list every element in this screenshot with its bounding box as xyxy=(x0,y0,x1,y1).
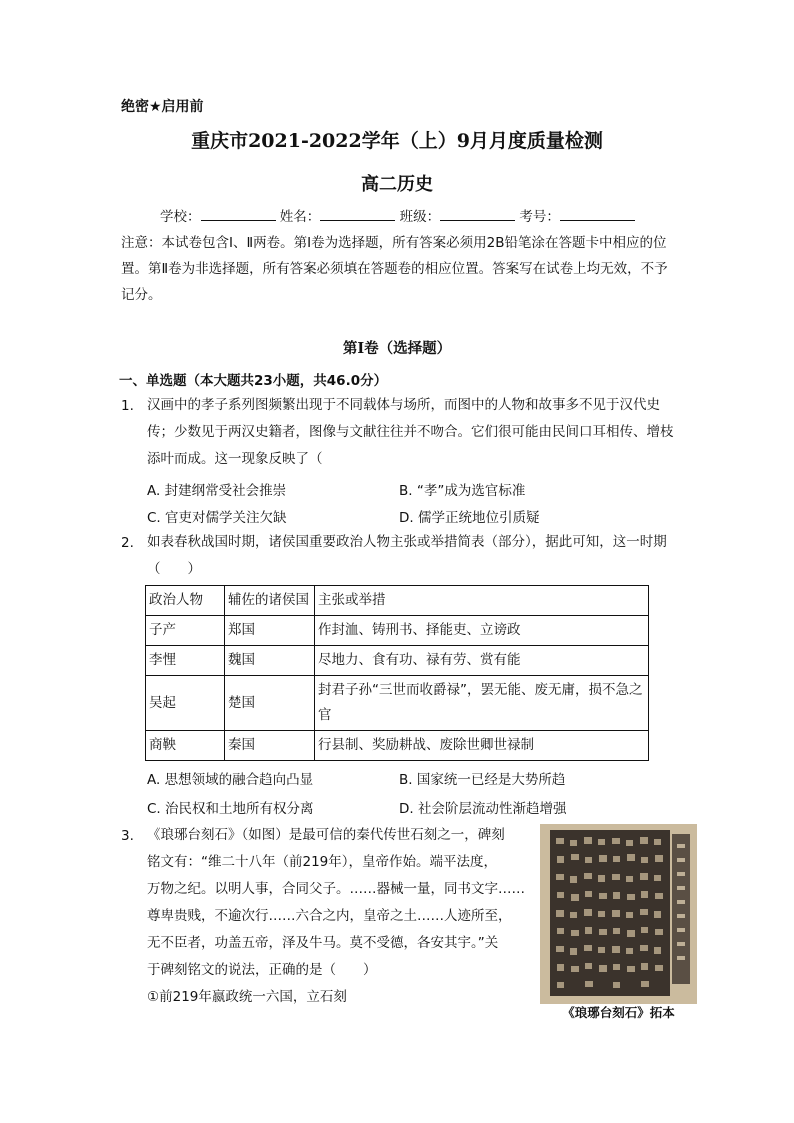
table-cell: 吴起 xyxy=(146,676,225,731)
question-2-option-d[interactable]: D. 社会阶层流动性渐趋增强 xyxy=(399,801,567,817)
question-2-option-b[interactable]: B. 国家统一已经是大势所趋 xyxy=(399,772,566,788)
question-2-option-a[interactable]: A. 思想领域的融合趋向凸显 xyxy=(147,772,314,788)
table-cell: 行县制、奖励耕战、废除世卿世禄制 xyxy=(315,731,649,761)
politicians-table xyxy=(145,585,649,761)
question-3-line: 于碑刻铭文的说法，正确的是（ ） xyxy=(147,962,377,978)
table-header-cell: 主张或举措 xyxy=(315,586,649,616)
table-row xyxy=(146,676,649,731)
name-blank[interactable] xyxy=(320,207,395,221)
question-3-line: 《琅琊台刻石》（如图）是最可信的秦代传世石刻之一，碑刻 xyxy=(147,827,505,843)
question-1-number: 1. xyxy=(121,398,134,414)
langya-stone-rubbing-image xyxy=(540,824,697,1004)
question-1-text: 汉画中的孝子系列图频繁出现于不同载体与场所，而图中的人物和故事多不见于汉代史传；少数见于两汉史籍者，图像与文献往往并不吻合。它们很可能由民间口耳相传、增枝添叶而成。这一现象反映了（ xyxy=(147,397,674,467)
question-3-text xyxy=(147,822,532,1011)
table-header-row xyxy=(146,586,649,616)
question-2-text: 如表春秋战国时期，诸侯国重要政治人物主张或举措简表（部分），据此可知，这一时期（ ） xyxy=(147,534,667,577)
table-cell: 封君子孙“三世而收爵禄”，罢无能、废无庸，损不急之官 xyxy=(315,676,649,731)
question-3-line: 铭文有：“维二十八年（前219年），皇帝作始。端平法度， xyxy=(147,854,498,870)
question-1-option-d[interactable]: D. 儒学正统地位引质疑 xyxy=(399,510,540,526)
exam-number-label: 考号： xyxy=(519,209,560,225)
exam-subject: 高二历史 xyxy=(361,174,433,195)
table-cell: 作封洫、铸刑书、择能吏、立谤政 xyxy=(315,616,649,646)
table-header-cell: 政治人物 xyxy=(146,586,225,616)
table-cell: 郑国 xyxy=(225,616,315,646)
table-cell: 楚国 xyxy=(225,676,315,731)
question-1-option-c[interactable]: C. 官吏对儒学关注欠缺 xyxy=(147,510,287,526)
class-blank[interactable] xyxy=(440,207,515,221)
school-blank[interactable] xyxy=(201,207,276,221)
exam-title: 重庆市2021-2022学年（上）9月月度质量检测 xyxy=(191,130,603,152)
question-3-line: 万物之纪。以明人事，合同父子。……器械一量，同书文字…… xyxy=(147,881,525,897)
part-one-heading: 第Ⅰ卷（选择题） xyxy=(342,340,452,357)
name-label: 姓名： xyxy=(279,209,321,225)
question-2-number: 2. xyxy=(121,535,134,551)
question-1-option-b[interactable]: B. “孝”成为选官标准 xyxy=(399,483,526,499)
question-3-line: 无不臣者，功盖五帝，泽及牛马。莫不受德，各安其宇。”关 xyxy=(147,935,499,951)
confidential-label: 绝密★启用前 xyxy=(121,99,204,115)
image-caption: 《琅琊台刻石》拓本 xyxy=(562,1005,675,1020)
table-cell: 魏国 xyxy=(225,646,315,676)
question-2-option-c[interactable]: C. 治民权和土地所有权分离 xyxy=(147,801,314,817)
student-info-line xyxy=(160,205,635,225)
exam-number-blank[interactable] xyxy=(560,207,635,221)
table-cell: 子产 xyxy=(146,616,225,646)
section-one-heading: 一、单选题（本大题共23小题，共46.0分） xyxy=(119,373,388,389)
table-cell: 秦国 xyxy=(225,731,315,761)
table-header-cell: 辅佐的诸侯国 xyxy=(225,586,315,616)
table-row xyxy=(146,731,649,761)
question-3-line: ①前219年嬴政统一六国，立石刻 xyxy=(147,989,347,1005)
table-row xyxy=(146,616,649,646)
question-3-number: 3. xyxy=(121,828,134,844)
question-3-line: 尊卑贵贱，不逾次行……六合之内，皇帝之土……人迹所至， xyxy=(147,908,512,924)
table-row xyxy=(146,646,649,676)
table-cell: 李悝 xyxy=(146,646,225,676)
table-cell: 商鞅 xyxy=(146,731,225,761)
question-1-option-a[interactable]: A. 封建纲常受社会推崇 xyxy=(147,483,287,499)
school-label: 学校： xyxy=(160,209,201,225)
class-label: 班级： xyxy=(399,209,441,225)
stone-rubbing-illustration xyxy=(540,824,697,1004)
exam-notice: 注意：本试卷包含Ⅰ、Ⅱ两卷。第Ⅰ卷为选择题，所有答案必须用2B铅笔涂在答题卡中相应的位置。第Ⅱ卷为非选择题，所有答案必须填在答题卷的相应位置。答案写在试卷上均无效，不予记分。 xyxy=(121,235,668,303)
table-cell: 尽地力、食有功、禄有劳、赏有能 xyxy=(315,646,649,676)
